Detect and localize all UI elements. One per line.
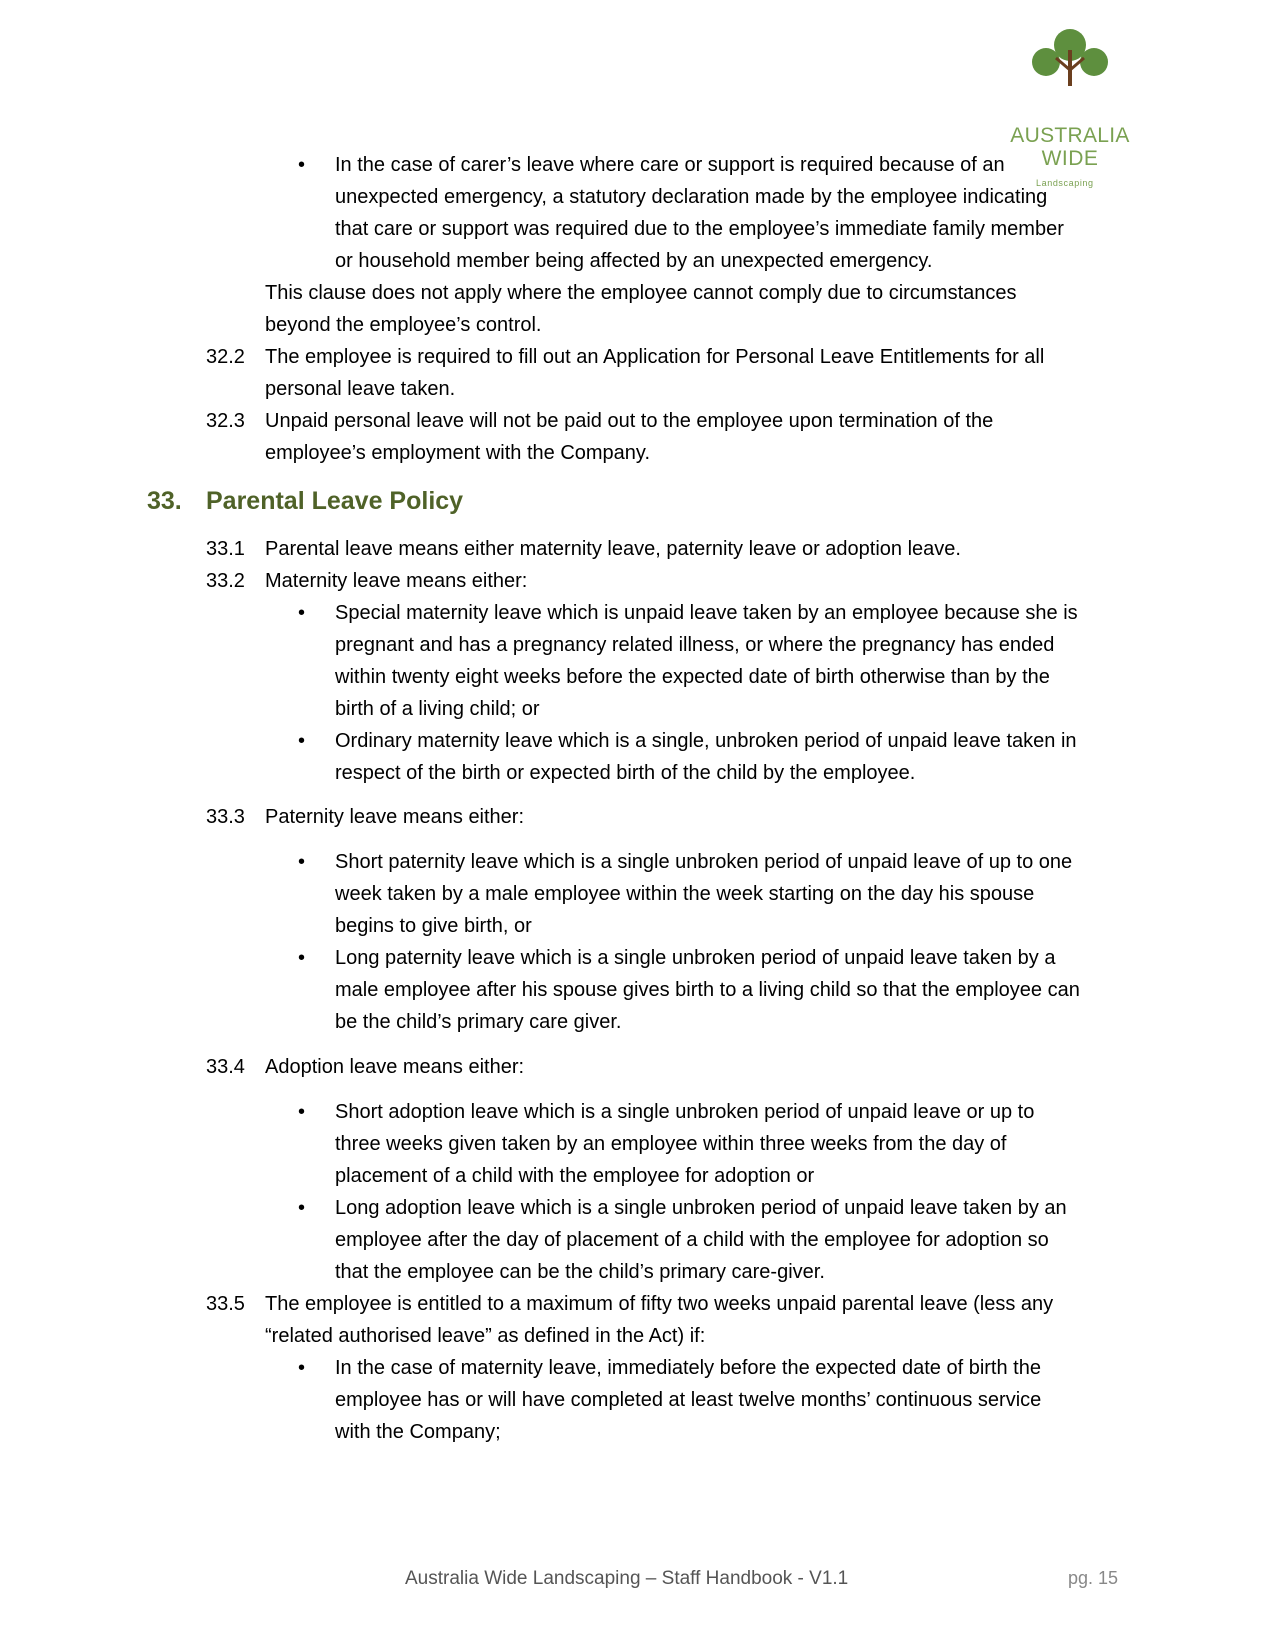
- bullet-text: placement of a child with the employee for adoption or: [335, 1165, 815, 1187]
- clause-text: Paternity leave means either:: [265, 806, 525, 828]
- clause-number: 33.5: [206, 1293, 245, 1315]
- bullet-text: Ordinary maternity leave which is a single, unbroken period of unpaid leave taken in: [335, 730, 1077, 752]
- bullet-text: Short paternity leave which is a single unbroken period of unpaid leave of up to one: [335, 851, 1073, 873]
- clause-number: 33.2: [206, 570, 245, 592]
- bullet-dot: •: [298, 1197, 306, 1219]
- bullet-text: employee has or will have completed at least twelve months’ continuous service: [335, 1389, 1042, 1411]
- footer-title: Australia Wide Landscaping – Staff Handbook - V1.1: [405, 1568, 849, 1589]
- clause-number: 32.2: [206, 346, 245, 368]
- clause-note: beyond the employee’s control.: [265, 314, 542, 336]
- bullet-dot: •: [298, 851, 306, 873]
- bullet-text: unexpected emergency, a statutory declaration made by the employee indicating: [335, 186, 1048, 208]
- bullet-dot: •: [298, 947, 306, 969]
- bullet-text: be the child’s primary care giver.: [335, 1011, 622, 1033]
- bullet-dot: •: [298, 1101, 306, 1123]
- bullet-text: week taken by a male employee within the week starting on the day his spouse: [335, 883, 1035, 905]
- bullet-text: Special maternity leave which is unpaid leave taken by an employee because she is: [335, 602, 1078, 624]
- bullet-dot: •: [298, 1357, 306, 1379]
- section-number: 33.: [147, 487, 182, 515]
- bullet-text: pregnant and has a pregnancy related illness, or where the pregnancy has ended: [335, 634, 1055, 656]
- clause-number: 33.1: [206, 538, 245, 560]
- bullet-text: In the case of carer’s leave where care or support is required because of an: [335, 154, 1005, 176]
- clause-number: 33.3: [206, 806, 245, 828]
- bullet-text: Short adoption leave which is a single unbroken period of unpaid leave or up to: [335, 1101, 1035, 1123]
- bullet-text: Long adoption leave which is a single unbroken period of unpaid leave taken by an: [335, 1197, 1067, 1219]
- clause-text: personal leave taken.: [265, 378, 456, 400]
- clause-text: Adoption leave means either:: [265, 1056, 525, 1078]
- clause-text: The employee is required to fill out an Application for Personal Leave Entitlements for all: [265, 346, 1045, 368]
- bullet-text: male employee after his spouse gives birth to a living child so that the employee can: [335, 979, 1080, 1001]
- logo-text-landscaping: Landscaping: [1036, 178, 1094, 188]
- clause-text: Maternity leave means either:: [265, 570, 528, 592]
- bullet-text: that the employee can be the child’s primary care-giver.: [335, 1261, 825, 1283]
- bullet-text: with the Company;: [335, 1421, 501, 1443]
- clause-text: Unpaid personal leave will not be paid out to the employee upon termination of the: [265, 410, 994, 432]
- clause-number: 33.4: [206, 1056, 245, 1078]
- bullet-text: respect of the birth or expected birth of the child by the employee.: [335, 762, 916, 784]
- bullet-text: employee after the day of placement of a child with the employee for adoption so: [335, 1229, 1049, 1251]
- bullet-text: or household member being affected by an unexpected emergency.: [335, 250, 933, 272]
- clause-text: Parental leave means either maternity leave, paternity leave or adoption leave.: [265, 538, 961, 560]
- tree-icon: [1028, 28, 1112, 88]
- bullet-dot: •: [298, 602, 306, 624]
- clause-text: employee’s employment with the Company.: [265, 442, 650, 464]
- clause-text: The employee is entitled to a maximum of fifty two weeks unpaid parental leave (less any: [265, 1293, 1054, 1315]
- logo-text-australia: AUSTRALIA: [1010, 124, 1130, 147]
- clause-note: This clause does not apply where the employee cannot comply due to circumstances: [265, 282, 1017, 304]
- bullet-text: three weeks given taken by an employee within three weeks from the day of: [335, 1133, 1007, 1155]
- company-logo: [1000, 28, 1140, 188]
- section-title: Parental Leave Policy: [206, 487, 464, 515]
- bullet-text: Long paternity leave which is a single unbroken period of unpaid leave taken by a: [335, 947, 1056, 969]
- bullet-text: In the case of maternity leave, immediately before the expected date of birth the: [335, 1357, 1041, 1379]
- bullet-dot: •: [298, 730, 306, 752]
- bullet-dot: •: [298, 154, 306, 176]
- page-number: pg. 15: [1068, 1568, 1119, 1588]
- clause-text: “related authorised leave” as defined in the Act) if:: [265, 1325, 706, 1347]
- bullet-text: begins to give birth, or: [335, 915, 532, 937]
- clause-number: 32.3: [206, 410, 245, 432]
- bullet-text: within twenty eight weeks before the expected date of birth otherwise than by the: [335, 666, 1050, 688]
- logo-text-wide: WIDE: [1041, 147, 1099, 170]
- bullet-text: birth of a living child; or: [335, 698, 540, 720]
- bullet-text: that care or support was required due to the employee’s immediate family member: [335, 218, 1064, 240]
